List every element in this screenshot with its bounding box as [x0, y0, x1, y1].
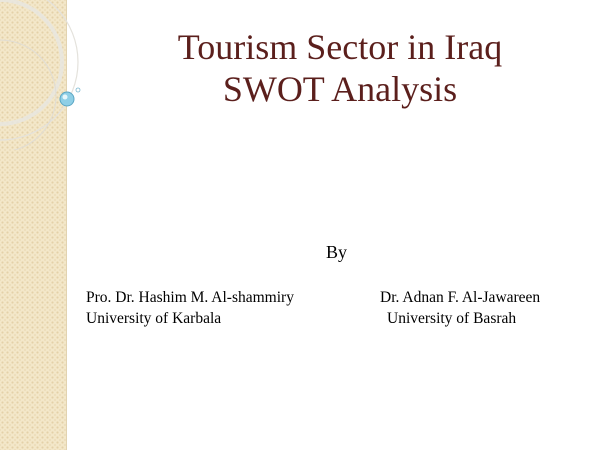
title-line-2: SWOT Analysis: [222, 69, 458, 109]
bead-highlight: [63, 95, 68, 100]
author-name-right: Dr. Adnan F. Al-Jawareen: [380, 289, 541, 306]
author-block-left: [86, 287, 294, 329]
author-block-right: [380, 287, 540, 329]
concentric-rings-bead-icon: [0, 0, 110, 150]
author-affiliation-right: University of Basrah: [387, 310, 517, 327]
by-label: By: [326, 242, 348, 262]
outer-ring: [0, 0, 78, 140]
bead-small: [76, 88, 80, 92]
author-name-left: Pro. Dr. Hashim M. Al-shammiry: [86, 289, 294, 306]
author-affiliation-left: University of Karbala: [86, 310, 222, 327]
middle-ring: [0, 0, 62, 124]
inner-ring: [0, 40, 56, 150]
title-line-1: Tourism Sector in Iraq: [177, 27, 503, 67]
slide-title: [100, 26, 580, 110]
bead-large: [60, 92, 74, 106]
